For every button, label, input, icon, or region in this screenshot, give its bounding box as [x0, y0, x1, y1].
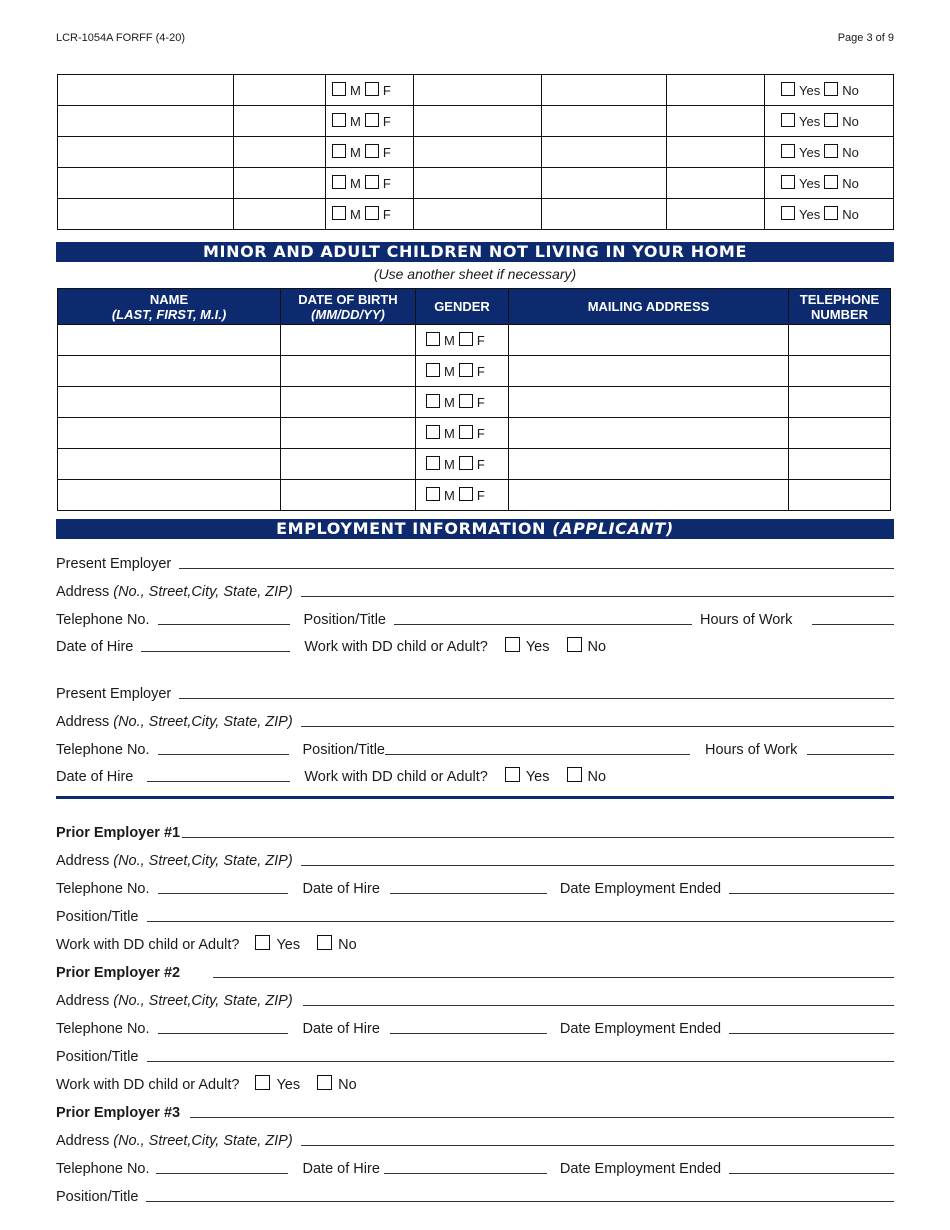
gender-m-checkbox[interactable]: [332, 206, 346, 220]
name-cell[interactable]: [58, 325, 281, 356]
date-of-hire-field[interactable]: [390, 893, 547, 894]
gender-m-checkbox[interactable]: [332, 82, 346, 96]
date-of-hire-field[interactable]: [147, 781, 290, 782]
present-employer-2-row: [56, 681, 894, 703]
yes-checkbox[interactable]: [781, 175, 795, 189]
cell[interactable]: [234, 75, 326, 106]
cell[interactable]: [58, 137, 234, 168]
table-row: [58, 480, 891, 511]
no-checkbox[interactable]: [824, 144, 838, 158]
dd-no-checkbox[interactable]: [567, 637, 582, 652]
gender-cell: M F: [416, 356, 509, 387]
cell[interactable]: [667, 168, 765, 199]
address-label: Address (No., Street,City, State, ZIP): [56, 993, 293, 1009]
gender-cell: M F: [416, 480, 509, 511]
table-row: [58, 199, 894, 230]
prior-employer-1-row: [56, 820, 894, 842]
telephone-cell[interactable]: [789, 418, 891, 449]
cell[interactable]: [58, 75, 234, 106]
date-of-hire-field[interactable]: [390, 1033, 547, 1034]
address-cell[interactable]: [509, 356, 789, 387]
address-field[interactable]: [303, 1005, 894, 1006]
address-field[interactable]: [301, 865, 894, 866]
name-cell[interactable]: [58, 449, 281, 480]
hours-field[interactable]: [807, 754, 894, 755]
prior-3-position-row: [56, 1184, 894, 1206]
gender-m-checkbox[interactable]: [426, 394, 440, 408]
cell[interactable]: [542, 137, 667, 168]
column-header-dob: DATE OF BIRTH (MM/DD/YY): [281, 289, 416, 325]
position-field[interactable]: [147, 1061, 894, 1062]
cell[interactable]: [414, 106, 542, 137]
prior-1-address-row: [56, 848, 894, 870]
date-ended-label: Date Employment Ended: [559, 1021, 722, 1037]
yes-no-cell: Yes No: [765, 168, 894, 199]
address-label: Address (No., Street,City, State, ZIP): [56, 1133, 293, 1149]
gender-cell: M F: [416, 418, 509, 449]
prior-3-telephone-row: [56, 1156, 894, 1178]
gender-f-checkbox[interactable]: [459, 394, 473, 408]
date-ended-field[interactable]: [729, 1033, 894, 1034]
date-of-hire-label: Date of Hire: [302, 1161, 380, 1177]
column-header-address: MAILING ADDRESS: [509, 289, 789, 325]
yes-checkbox[interactable]: [781, 82, 795, 96]
dob-cell[interactable]: [281, 387, 416, 418]
gender-cell: M F: [416, 449, 509, 480]
address-field[interactable]: [301, 726, 894, 727]
cell[interactable]: [667, 106, 765, 137]
gender-f-checkbox[interactable]: [459, 487, 473, 501]
gender-cell: M F: [416, 387, 509, 418]
gender-f-checkbox[interactable]: [459, 456, 473, 470]
cell[interactable]: [667, 199, 765, 230]
no-checkbox[interactable]: [824, 113, 838, 127]
date-of-hire-label: Date of Hire: [302, 1021, 380, 1037]
prior-employer-1-label: Prior Employer #1: [56, 825, 181, 841]
gender-m-checkbox[interactable]: [426, 332, 440, 346]
work-with-dd-label: Work with DD child or Adult?: [56, 1077, 240, 1093]
gender-m-checkbox[interactable]: [426, 487, 440, 501]
gender-m-checkbox[interactable]: [332, 175, 346, 189]
table-row: [58, 168, 894, 199]
table-row: [58, 75, 894, 106]
date-of-hire-label: Date of Hire: [56, 639, 134, 655]
gender-f-checkbox[interactable]: [365, 113, 379, 127]
no-checkbox[interactable]: [824, 82, 838, 96]
prior-1-telephone-row: [56, 876, 894, 898]
prior-3-address-row: [56, 1128, 894, 1150]
telephone-cell[interactable]: [789, 325, 891, 356]
dob-cell[interactable]: [281, 418, 416, 449]
prior-1-position-row: [56, 904, 894, 926]
dd-yes-checkbox[interactable]: [255, 935, 270, 950]
children-section-banner: MINOR AND ADULT CHILDREN NOT LIVING IN YOUR HOME: [56, 242, 894, 262]
yes-checkbox[interactable]: [781, 113, 795, 127]
telephone-field[interactable]: [158, 893, 288, 894]
position-field[interactable]: [394, 624, 692, 625]
table-row: [58, 418, 891, 449]
cell[interactable]: [234, 137, 326, 168]
address-cell[interactable]: [509, 449, 789, 480]
prior-employer-3-row: [56, 1100, 894, 1122]
cell[interactable]: [234, 168, 326, 199]
yes-checkbox[interactable]: [781, 144, 795, 158]
dd-yes-checkbox[interactable]: [505, 637, 520, 652]
gender-cell: M F: [326, 199, 414, 230]
address-cell[interactable]: [509, 387, 789, 418]
cell[interactable]: [58, 199, 234, 230]
table-row: [58, 106, 894, 137]
gender-cell: M F: [326, 137, 414, 168]
prior-2-position-row: [56, 1044, 894, 1066]
telephone-label: Telephone No.: [56, 1021, 150, 1037]
yes-no-cell: Yes No: [765, 199, 894, 230]
address-2-row: [56, 709, 894, 731]
gender-f-checkbox[interactable]: [365, 175, 379, 189]
dd-no-checkbox[interactable]: [567, 767, 582, 782]
date-ended-label: Date Employment Ended: [559, 1161, 722, 1177]
position-field[interactable]: [147, 921, 894, 922]
prior-employer-2-row: [56, 960, 894, 982]
gender-cell: M F: [326, 106, 414, 137]
cell[interactable]: [414, 137, 542, 168]
present-employer-field[interactable]: [179, 568, 894, 569]
telephone-cell[interactable]: [789, 356, 891, 387]
telephone-1-row: [56, 607, 894, 629]
gender-f-checkbox[interactable]: [459, 363, 473, 377]
gender-m-checkbox[interactable]: [426, 456, 440, 470]
dob-cell[interactable]: [281, 356, 416, 387]
page-number: Page 3 of 9: [837, 32, 894, 44]
cell[interactable]: [542, 75, 667, 106]
address-label: Address (No., Street,City, State, ZIP): [56, 584, 293, 600]
table-row: [58, 387, 891, 418]
column-header-name: NAME (LAST, FIRST, M.I.): [58, 289, 281, 325]
employment-section-banner: EMPLOYMENT INFORMATION (APPLICANT): [56, 519, 894, 539]
date-of-hire-label: Date of Hire: [56, 769, 134, 785]
address-cell[interactable]: [509, 325, 789, 356]
telephone-label: Telephone No.: [56, 612, 150, 628]
address-label: Address (No., Street,City, State, ZIP): [56, 853, 293, 869]
prior-2-telephone-row: [56, 1016, 894, 1038]
hours-field[interactable]: [812, 624, 894, 625]
gender-m-checkbox[interactable]: [426, 363, 440, 377]
hire-1-row: Date of Hire Work with DD child or Adult? Yes No: [56, 639, 607, 655]
dob-cell[interactable]: [281, 480, 416, 511]
children-table: [57, 288, 891, 511]
cell[interactable]: [542, 168, 667, 199]
work-with-dd-label: Work with DD child or Adult?: [56, 937, 240, 953]
position-label: Position/Title: [303, 612, 386, 628]
gender-m-checkbox[interactable]: [332, 113, 346, 127]
date-ended-label: Date Employment Ended: [559, 881, 722, 897]
cell[interactable]: [667, 75, 765, 106]
table-row: [58, 137, 894, 168]
telephone-field[interactable]: [158, 754, 289, 755]
hours-label: Hours of Work: [704, 742, 798, 758]
prior-employer-1-field[interactable]: [182, 837, 894, 838]
telephone-field[interactable]: [158, 1033, 288, 1034]
gender-cell: M F: [326, 168, 414, 199]
position-label: Position/Title: [302, 742, 385, 758]
section-divider: [56, 796, 894, 799]
gender-f-checkbox[interactable]: [459, 332, 473, 346]
prior-employer-3-label: Prior Employer #3: [56, 1105, 181, 1121]
date-ended-field[interactable]: [729, 893, 894, 894]
address-cell[interactable]: [509, 480, 789, 511]
date-of-hire-label: Date of Hire: [302, 881, 380, 897]
address-field[interactable]: [301, 1145, 894, 1146]
yes-no-cell: Yes No: [765, 75, 894, 106]
cell[interactable]: [667, 137, 765, 168]
children-section-note: (Use another sheet if necessary): [373, 266, 577, 282]
telephone-field[interactable]: [158, 624, 290, 625]
no-checkbox[interactable]: [824, 175, 838, 189]
position-label: Position/Title: [56, 909, 139, 925]
position-field[interactable]: [385, 754, 690, 755]
position-label: Position/Title: [56, 1049, 139, 1065]
telephone-field[interactable]: [156, 1173, 288, 1174]
column-header-gender: GENDER: [416, 289, 509, 325]
prior-2-address-row: [56, 988, 894, 1010]
telephone-2-row: [56, 737, 894, 759]
date-of-hire-field[interactable]: [384, 1173, 547, 1174]
telephone-cell[interactable]: [789, 449, 891, 480]
gender-f-checkbox[interactable]: [365, 82, 379, 96]
table-row: [58, 449, 891, 480]
present-employer-label: Present Employer: [56, 556, 172, 572]
work-with-dd-label: Work with DD child or Adult?: [304, 769, 488, 785]
dd-yes-checkbox[interactable]: [255, 1075, 270, 1090]
position-field[interactable]: [146, 1201, 894, 1202]
cell[interactable]: [414, 168, 542, 199]
telephone-cell[interactable]: [789, 480, 891, 511]
hire-2-row: Date of Hire Work with DD child or Adult? Yes No: [56, 769, 607, 785]
date-of-hire-field[interactable]: [141, 651, 290, 652]
prior-2-dd-row: Work with DD child or Adult? Yes No: [56, 1077, 357, 1093]
yes-no-cell: Yes No: [765, 106, 894, 137]
cell[interactable]: [414, 75, 542, 106]
gender-f-checkbox[interactable]: [365, 206, 379, 220]
prior-employer-2-field[interactable]: [213, 977, 894, 978]
telephone-cell[interactable]: [789, 387, 891, 418]
table-row: [58, 325, 891, 356]
cell[interactable]: [234, 199, 326, 230]
gender-cell: M F: [326, 75, 414, 106]
present-employer-1-row: [56, 551, 894, 573]
dd-no-checkbox[interactable]: [317, 935, 332, 950]
cell[interactable]: [542, 199, 667, 230]
gender-cell: M F: [416, 325, 509, 356]
name-cell[interactable]: [58, 418, 281, 449]
name-cell[interactable]: [58, 387, 281, 418]
address-cell[interactable]: [509, 418, 789, 449]
name-cell[interactable]: [58, 480, 281, 511]
dd-yes-checkbox[interactable]: [505, 767, 520, 782]
gender-f-checkbox[interactable]: [365, 144, 379, 158]
present-employer-label: Present Employer: [56, 686, 172, 702]
address-field[interactable]: [301, 596, 894, 597]
date-ended-field[interactable]: [729, 1173, 894, 1174]
table-row: [58, 356, 891, 387]
cell[interactable]: [542, 106, 667, 137]
column-header-telephone: TELEPHONE NUMBER: [789, 289, 891, 325]
yes-no-cell: Yes No: [765, 137, 894, 168]
gender-m-checkbox[interactable]: [426, 425, 440, 439]
address-1-row: [56, 579, 894, 601]
household-table-continued: [57, 74, 894, 230]
dob-cell[interactable]: [281, 449, 416, 480]
position-label: Position/Title: [56, 1189, 139, 1205]
hours-label: Hours of Work: [699, 612, 793, 628]
telephone-label: Telephone No.: [56, 881, 150, 897]
prior-employer-3-field[interactable]: [190, 1117, 894, 1118]
no-checkbox[interactable]: [824, 206, 838, 220]
cell[interactable]: [58, 168, 234, 199]
gender-m-checkbox[interactable]: [332, 144, 346, 158]
name-cell[interactable]: [58, 356, 281, 387]
work-with-dd-label: Work with DD child or Adult?: [304, 639, 488, 655]
form-id: LCR-1054A FORFF (4-20): [56, 32, 185, 44]
telephone-label: Telephone No.: [56, 742, 150, 758]
prior-employer-2-label: Prior Employer #2: [56, 965, 181, 981]
cell[interactable]: [58, 106, 234, 137]
present-employer-field[interactable]: [179, 698, 894, 699]
telephone-label: Telephone No.: [56, 1161, 150, 1177]
yes-checkbox[interactable]: [781, 206, 795, 220]
dd-no-checkbox[interactable]: [317, 1075, 332, 1090]
cell[interactable]: [234, 106, 326, 137]
address-label: Address (No., Street,City, State, ZIP): [56, 714, 293, 730]
dob-cell[interactable]: [281, 325, 416, 356]
gender-f-checkbox[interactable]: [459, 425, 473, 439]
cell[interactable]: [414, 199, 542, 230]
prior-1-dd-row: Work with DD child or Adult? Yes No: [56, 937, 357, 953]
